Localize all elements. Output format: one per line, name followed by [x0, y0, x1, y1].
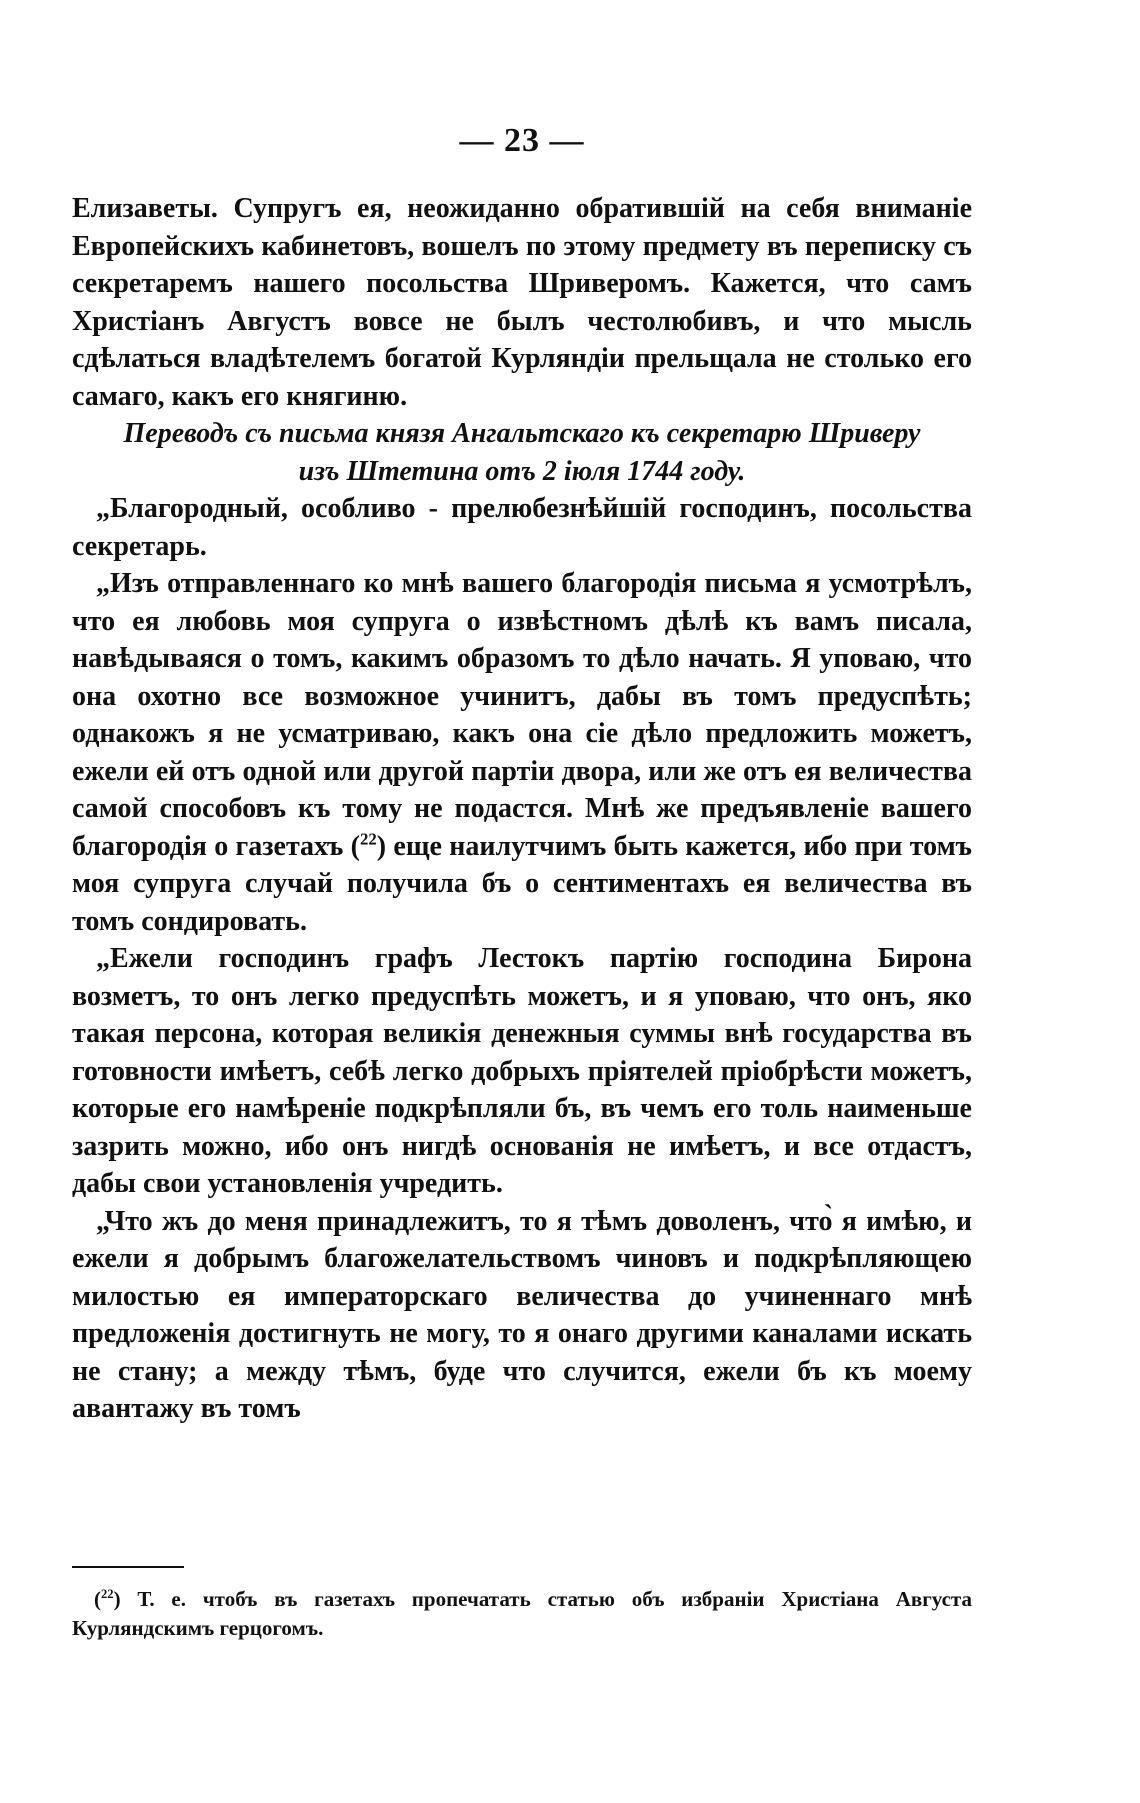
- paragraph-1: Елизаветы. Супругъ ея, неожиданно обратившій на себя вниманіе Европейскихъ кабинетовъ, вошелъ по этому предмету въ переписку съ секретаремъ нашего посольства Шриверомъ. Кажется, что самъ Христіанъ Августъ вовсе не былъ честолюбивъ, и что мысль сдѣлаться владѣтелемъ богатой Курляндіи прельщала не столько его самаго, какъ его княгиню.: [72, 193, 972, 412]
- paragraph-4: „Ежели господинъ графъ Лестокъ партію господина Бирона возметъ, то онъ легко предуспѣть можетъ, и я уповаю, что онъ, яко такая персона, которая великія денежныя суммы внѣ государства въ готовности имѣетъ, себѣ легко добрыхъ пріятелей пріобрѣсти можетъ, которые его намѣреніе подкрѣпляли бъ, въ чемъ его толь наименьше зазрить можно, ибо онъ нигдѣ основанія не имѣетъ, и все отдастъ, дабы свои установленія учредить.: [72, 943, 972, 1199]
- paragraph-3: [72, 565, 972, 940]
- footnote-close-paren: ): [113, 1587, 121, 1611]
- paragraph-3-tail: ) еще наилутчимъ быть кажется, ибо при томъ моя супруга случай получила бъ о сентиментахъ ея величества въ томъ сондировать.: [72, 830, 972, 937]
- paragraph-3-text: „Изъ отправленнаго ко мнѣ вашего благородія письма я усмотрѣлъ, что ея любовь моя супруга о извѣстномъ дѣлѣ къ вамъ писала, навѣдываяся о томъ, какимъ образомъ то дѣло начать. Я уповаю, что она охотно все возможное учинитъ, дабы въ томъ предуспѣть; однакожъ я не усматриваю, какъ она сіе дѣло предложить можетъ, ежели ей отъ одной или другой партіи двора, или же отъ ея величества самой способовъ къ тому не подастся. Мнѣ же предъявленіе вашего благородія о газетахъ (: [72, 568, 972, 862]
- page-number: — 23 —: [459, 122, 585, 159]
- paragraph-5: „Что жъ до меня принадлежитъ, то я тѣмъ доволенъ, что̀ я имѣю, и ежели я добрымъ благожелательствомъ чиновъ и подкрѣпляющею милостью ея императорскаго величества до учиненнаго мнѣ предложенія достигнуть не могу, то я онаго другими каналами искать не стану; а между тѣмъ, буде что случится, ежели бъ къ моему авантажу въ томъ: [72, 1205, 972, 1424]
- paragraph-2: „Благородный, особливо - прелюбезнѣйшій господинъ, посольства секретарь.: [72, 493, 972, 562]
- footnote-reference: 22: [359, 829, 377, 849]
- footnote-marker: 22: [101, 1587, 114, 1601]
- letter-heading-line-2: изъ Штетина отъ 2 іюля 1744 году.: [298, 455, 746, 487]
- footnote-text: [72, 1585, 972, 1643]
- footnote-body: Т. е. чтобъ въ газетахъ пропечатать статью объ избраніи Христіана Августа Курляндскимъ герцогомъ.: [72, 1587, 972, 1640]
- main-text: [72, 190, 972, 1428]
- letter-heading-line-1: Переводъ съ письма князя Ангальтскаго къ секретарю Шриверу: [123, 418, 921, 449]
- book-page: [72, 0, 972, 1803]
- footnote-divider: [72, 1566, 184, 1568]
- footnote-open-paren: (: [94, 1587, 101, 1611]
- footnote: [72, 1585, 972, 1643]
